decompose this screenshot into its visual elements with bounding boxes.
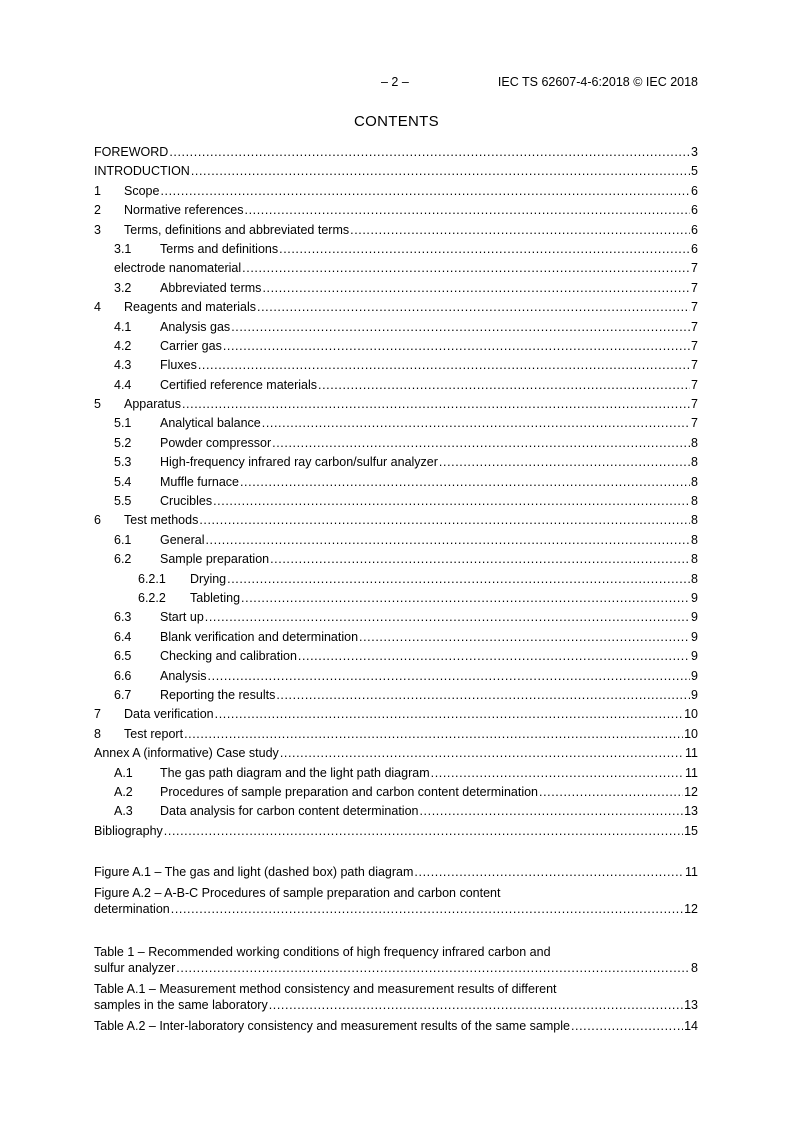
dot-leader <box>191 164 690 179</box>
toc-entry-number: 6.6 <box>114 668 132 683</box>
toc-entry-label: Start up <box>160 610 204 625</box>
toc-entry-label: Sample preparation <box>160 552 270 567</box>
toc-entry[interactable] <box>94 630 698 649</box>
toc-entry-page: 7 <box>691 300 698 315</box>
toc-entry[interactable] <box>94 416 698 435</box>
toc-entry-line <box>94 998 698 1019</box>
dot-leader <box>270 552 690 567</box>
dot-leader <box>242 261 690 276</box>
page-number: – 2 – <box>381 75 409 89</box>
toc-entry-number: 4.4 <box>114 377 132 392</box>
dot-leader <box>171 902 683 917</box>
toc-entry-number: 2 <box>94 203 101 218</box>
list-of-tables <box>94 945 698 1040</box>
toc-entry-label: Terms and definitions <box>160 241 279 256</box>
toc-entry[interactable] <box>94 494 698 513</box>
dot-leader <box>240 475 690 490</box>
toc-entry-line <box>94 865 698 886</box>
toc-entry[interactable] <box>94 203 698 222</box>
toc-entry-label: Apparatus <box>124 397 181 412</box>
toc-entry-label-line: Table 1 – Recommended working conditions of high frequency infrared carbon and <box>94 945 551 960</box>
dot-leader <box>262 281 690 296</box>
toc-entry-page: 6 <box>691 241 698 256</box>
toc-entry[interactable] <box>94 300 698 319</box>
toc-entry[interactable] <box>94 649 698 668</box>
toc-entry-page: 11 <box>685 765 698 780</box>
toc-entry-label: samples in the same laboratory <box>94 998 268 1013</box>
toc-entry-number: 6.4 <box>114 629 132 644</box>
dot-leader <box>169 145 690 160</box>
toc-entry-label: Tableting <box>190 590 241 605</box>
toc-entry-page: 7 <box>691 358 698 373</box>
dot-leader <box>431 766 684 781</box>
toc-entry-number: 5 <box>94 397 101 412</box>
toc-entry-page: 8 <box>691 474 698 489</box>
toc-entry-label: Analysis <box>160 668 207 683</box>
toc-entry-page: 12 <box>684 784 698 799</box>
toc-entry-number: 3.1 <box>114 241 132 256</box>
toc-entry[interactable] <box>94 824 698 843</box>
toc-entry-number: 6.7 <box>114 687 132 702</box>
dot-leader <box>215 707 683 722</box>
toc-entry-label: Annex A (informative) Case study <box>94 746 279 761</box>
dot-leader <box>257 300 690 315</box>
toc-entry[interactable] <box>94 145 698 164</box>
dot-leader <box>414 865 684 880</box>
toc-entry-page: 15 <box>684 823 698 838</box>
toc-entry-page: 8 <box>691 455 698 470</box>
dot-leader <box>223 339 690 354</box>
toc-entry-label: Terms, definitions and abbreviated terms <box>124 222 350 237</box>
toc-entry[interactable] <box>94 223 698 242</box>
toc-entry-number: 6.2.2 <box>138 590 166 605</box>
toc-entry[interactable] <box>94 785 698 804</box>
toc-entry-label: Blank verification and determination <box>160 629 359 644</box>
toc-entry-page: 8 <box>691 961 698 976</box>
toc-entry-page: 7 <box>691 280 698 295</box>
toc-entry-number: 4.1 <box>114 319 132 334</box>
toc-entry-label: Certified reference materials <box>160 377 318 392</box>
toc-entry-number: 3 <box>94 222 101 237</box>
toc-entry-number: 6.2.1 <box>138 571 166 586</box>
toc-entry-number: 1 <box>94 183 101 198</box>
toc-entry-page: 8 <box>691 494 698 509</box>
toc-entry[interactable] <box>94 669 698 688</box>
toc-entry-page: 7 <box>691 261 698 276</box>
dot-leader <box>184 727 683 742</box>
toc-entry[interactable] <box>94 397 698 416</box>
page-header <box>94 75 698 93</box>
toc-entry-number: A.3 <box>114 804 133 819</box>
dot-leader <box>276 688 690 703</box>
document-reference: IEC TS 62607-4-6:2018 © IEC 2018 <box>497 75 698 89</box>
toc-entry-number: 6.5 <box>114 649 132 664</box>
toc-entry[interactable] <box>94 707 698 726</box>
toc-entry[interactable] <box>94 378 698 397</box>
toc-entry-label: Normative references <box>124 203 244 218</box>
toc-entry[interactable] <box>94 746 698 765</box>
toc-entry-page: 7 <box>691 377 698 392</box>
dot-leader <box>280 746 684 761</box>
dot-leader <box>227 572 690 587</box>
toc-entry[interactable] <box>94 281 698 300</box>
toc-entry-number: 5.5 <box>114 494 132 509</box>
toc-entry-label: The gas path diagram and the light path diagram <box>160 765 430 780</box>
toc-entry-number: 4.3 <box>114 358 132 373</box>
toc-entry-label: Test methods <box>124 513 199 528</box>
dot-leader <box>571 1019 683 1034</box>
toc-entry-label: Table A.2 – Inter-laboratory consistency and measurement results of the same sample <box>94 1019 570 1034</box>
toc-entry-page: 12 <box>684 902 698 917</box>
toc-entry-number: 6.3 <box>114 610 132 625</box>
dot-leader <box>164 824 683 839</box>
toc-entry-label: Powder compressor <box>160 435 272 450</box>
dot-leader <box>269 998 683 1013</box>
toc-entry-number: 6.1 <box>114 532 132 547</box>
dot-leader <box>199 513 690 528</box>
toc-entry-label: electrode nanomaterial <box>114 261 242 276</box>
toc-entry[interactable] <box>94 339 698 358</box>
dot-leader <box>439 455 690 470</box>
toc-entry-label: Scope <box>124 183 160 198</box>
toc-entry[interactable] <box>94 572 698 591</box>
toc-entry-label: FOREWORD <box>94 145 169 159</box>
toc-entry-label: Data verification <box>124 707 214 722</box>
toc-entry-number: 4 <box>94 300 101 315</box>
dot-leader <box>205 533 690 548</box>
toc-entry-label: High-frequency infrared ray carbon/sulfur analyzer <box>160 455 438 470</box>
list-of-figures <box>94 865 698 923</box>
dot-leader <box>245 203 691 218</box>
toc-entry-label: Muffle furnace <box>160 474 239 489</box>
toc-entry-label: Crucibles <box>160 494 213 509</box>
toc-entry-page: 11 <box>685 865 698 880</box>
section-gap <box>94 843 698 865</box>
toc-entry-label: Reagents and materials <box>124 300 257 315</box>
toc-entry-page: 9 <box>691 649 698 664</box>
section-gap <box>94 923 698 945</box>
toc-entry[interactable] <box>94 552 698 571</box>
dot-leader <box>298 649 690 664</box>
dot-leader <box>359 630 690 645</box>
toc-entry-page: 9 <box>691 687 698 702</box>
toc-entry-number: 5.3 <box>114 455 132 470</box>
toc-entry[interactable] <box>94 610 698 629</box>
toc-entry-label: Figure A.1 – The gas and light (dashed box) path diagram <box>94 865 414 880</box>
toc-entry-page: 8 <box>691 435 698 450</box>
toc-entries <box>94 145 698 843</box>
toc-entry-page: 10 <box>684 707 698 722</box>
dot-leader <box>231 320 690 335</box>
toc-entry-number: 6 <box>94 513 101 528</box>
toc-entry-page: 7 <box>691 397 698 412</box>
toc-entry-label: Fluxes <box>160 358 197 373</box>
dot-leader <box>318 378 690 393</box>
toc-entry-page: 9 <box>691 629 698 644</box>
toc-entry-page: 8 <box>691 571 698 586</box>
dot-leader <box>419 804 683 819</box>
toc-entry[interactable] <box>94 513 698 532</box>
toc-entry[interactable] <box>94 358 698 377</box>
toc-entry[interactable] <box>94 261 698 280</box>
toc-entry-page: 6 <box>691 183 698 198</box>
toc-entry[interactable] <box>94 242 698 261</box>
table-of-contents <box>94 145 698 1040</box>
dot-leader <box>539 785 683 800</box>
toc-entry-label: determination <box>94 902 170 917</box>
toc-entry-label: Test report <box>124 726 184 741</box>
toc-entry-page: 9 <box>691 668 698 683</box>
dot-leader <box>160 184 690 199</box>
toc-entry-page: 6 <box>691 203 698 218</box>
dot-leader <box>241 591 690 606</box>
toc-entry-label: INTRODUCTION <box>94 164 190 179</box>
toc-entry-label-line: Figure A.2 – A-B-C Procedures of sample preparation and carbon content <box>94 886 501 901</box>
toc-entry-page: 13 <box>684 998 698 1013</box>
toc-entry[interactable] <box>94 804 698 823</box>
toc-entry[interactable] <box>94 184 698 203</box>
toc-entry-label: sulfur analyzer <box>94 961 176 976</box>
toc-entry-page: 11 <box>685 746 698 761</box>
toc-entry-label: Analysis gas <box>160 319 231 334</box>
dot-leader <box>182 397 690 412</box>
toc-entry[interactable] <box>94 945 698 982</box>
toc-entry-page: 7 <box>691 416 698 431</box>
toc-entry-label: Analytical balance <box>160 416 261 431</box>
toc-entry-number: 4.2 <box>114 338 132 353</box>
toc-entry-page: 13 <box>684 804 698 819</box>
toc-entry-line <box>94 902 698 923</box>
dot-leader <box>213 494 690 509</box>
toc-entry-number: 3.2 <box>114 280 132 295</box>
toc-entry-page: 8 <box>691 552 698 567</box>
dot-leader <box>205 610 690 625</box>
toc-entry-number: A.1 <box>114 765 133 780</box>
toc-entry-label: Bibliography <box>94 823 163 838</box>
toc-entry-page: 7 <box>691 338 698 353</box>
toc-entry-page: 9 <box>691 610 698 625</box>
toc-entry-label: Abbreviated terms <box>160 280 262 295</box>
toc-entry[interactable] <box>94 1019 698 1040</box>
toc-entry-page: 6 <box>691 222 698 237</box>
toc-entry-page: 3 <box>691 145 698 159</box>
toc-entry-label: Procedures of sample preparation and carbon content determination <box>160 784 539 799</box>
toc-entry-label: Reporting the results <box>160 687 276 702</box>
toc-entry-number: A.2 <box>114 784 133 799</box>
toc-entry-page: 8 <box>691 513 698 528</box>
toc-entry-line <box>94 1019 698 1040</box>
toc-entry-number: 8 <box>94 726 101 741</box>
toc-entry[interactable] <box>94 886 698 923</box>
dot-leader <box>208 669 691 684</box>
toc-entry-number: 5.1 <box>114 416 132 431</box>
toc-entry-page: 9 <box>691 590 698 605</box>
dot-leader <box>262 416 690 431</box>
toc-entry-page: 14 <box>684 1019 698 1034</box>
toc-entry[interactable] <box>94 766 698 785</box>
dot-leader <box>176 961 690 976</box>
toc-entry[interactable] <box>94 688 698 707</box>
toc-entry-label: Checking and calibration <box>160 649 297 664</box>
dot-leader <box>198 358 690 373</box>
contents-title: CONTENTS <box>354 113 439 130</box>
toc-entry-label: Data analysis for carbon content determination <box>160 804 419 819</box>
toc-entry[interactable] <box>94 982 698 1019</box>
toc-entry[interactable] <box>94 164 698 183</box>
toc-entry-number: 5.2 <box>114 435 132 450</box>
toc-entry-number: 5.4 <box>114 474 132 489</box>
toc-entry-label: Carrier gas <box>160 338 222 353</box>
toc-entry[interactable] <box>94 436 698 455</box>
toc-entry-page: 5 <box>691 164 698 179</box>
dot-leader <box>279 242 690 257</box>
toc-entry-line <box>94 961 698 982</box>
toc-entry[interactable] <box>94 320 698 339</box>
dot-leader <box>272 436 690 451</box>
toc-entry-label-line: Table A.1 – Measurement method consistency and measurement results of different <box>94 982 557 997</box>
toc-entry-page: 10 <box>684 726 698 741</box>
toc-entry-page: 7 <box>691 319 698 334</box>
toc-entry-number: 6.2 <box>114 552 132 567</box>
toc-entry[interactable] <box>94 727 698 746</box>
toc-entry[interactable] <box>94 533 698 552</box>
toc-entry[interactable] <box>94 591 698 610</box>
toc-entry[interactable] <box>94 865 698 886</box>
dot-leader <box>350 223 690 238</box>
toc-entry-label: Drying <box>190 571 227 586</box>
toc-entry[interactable] <box>94 455 698 474</box>
toc-entry-page: 8 <box>691 532 698 547</box>
toc-entry-number: 7 <box>94 707 101 722</box>
toc-entry-label: General <box>160 532 205 547</box>
toc-entry[interactable] <box>94 475 698 494</box>
